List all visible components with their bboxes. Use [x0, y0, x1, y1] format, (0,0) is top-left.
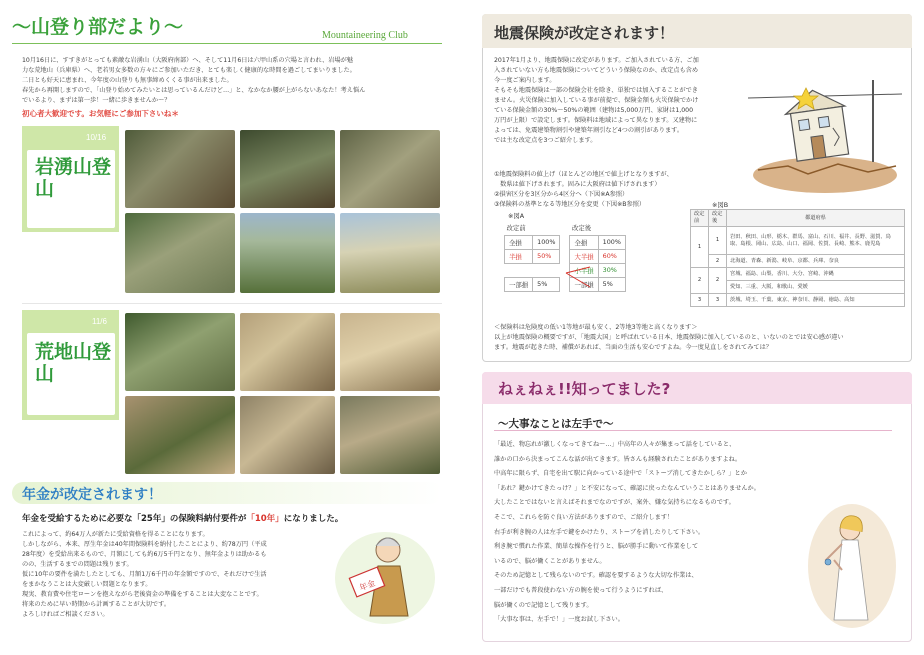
fig-a-spacer [560, 249, 570, 263]
title-underline [12, 43, 442, 44]
tip-body [494, 438, 760, 628]
quake-line: そもそも地震保険は一部の保険会社を除き、単独では加入することができ [494, 87, 698, 94]
pension-line: よろしければご相談ください。 [22, 611, 109, 618]
fig-a-table [504, 221, 664, 316]
quake-point: ②損害区分を3区分から4区分へ（下図※A参照） [494, 191, 629, 198]
fig-a-cell-highlight: 50% [533, 249, 560, 263]
fig-a-arrow [564, 265, 594, 295]
pension-sign: 年金 [358, 578, 377, 593]
fig-a-cell: 5% [533, 277, 560, 291]
quake-line: ません。火災保険に加入している事が前提で、保険金額も火災保険でかけ [494, 97, 699, 104]
intro-line: 10月16日に、すすきがとっても素敵な岩湧山（大阪府南部）へ、そして11月6日は六甲山系の穴場と言われ、岩場が魅 [22, 57, 354, 64]
fig-a-cell-highlight: 小半損 [570, 263, 598, 277]
fig-b-after: 3 [709, 294, 727, 307]
quake-line: 万円が上限）で設定します。保険料は地域によって異なります。又建物に [494, 117, 698, 124]
pension-line: 28年度）を受給出来るもので、月額にしても約6万5千円となり、無年金よりは助かるも [22, 551, 267, 558]
fig-a-empty [505, 263, 533, 277]
invite-text: 初心者大歓迎です。お気軽にご参加下さいね＊ [22, 109, 179, 118]
quake-line: 今一度ご案内します。 [494, 77, 556, 84]
quake-body [494, 56, 699, 146]
pension-headline-highlight: 「10年」 [246, 514, 284, 524]
photo-group-forest-path [125, 313, 235, 391]
fig-b-before: 2 [691, 268, 709, 294]
photo-hikers-forest [240, 130, 335, 208]
photo-rock-group [240, 396, 335, 474]
tip-line: そのため記憶として残らないのです。確認を要するような大切な作業は、 [494, 572, 698, 580]
pension-headline [22, 512, 343, 524]
tip-line: 一部だけでも普段使わない方の腕を使って行うようにすれば、 [494, 586, 668, 594]
fig-b-header: 改定後 [709, 210, 727, 227]
woman-with-key-illustration [806, 500, 898, 630]
photo-sign-post [125, 130, 235, 208]
quake-line: 入されていない方も地震保険についてどういう保険なのか、改定点も含め [494, 67, 699, 74]
fig-b-prefectures: 北海道、青森、新潟、岐阜、京都、兵庫、奈良 [727, 255, 905, 268]
tip-title: ねぇねぇ!!知ってました? [498, 380, 671, 398]
pension-line: 将来のために早い時期から計画することが大切です。 [22, 601, 171, 608]
tip-line: 「最近、物忘れが激しくなってきてね〜…」中高年の人々が集まって話をしていると、 [494, 441, 736, 448]
fig-b-prefectures: 愛知、三重、大阪、和歌山、愛媛 [727, 281, 905, 294]
tip-line: 利き腕で慣れた作業、簡単な操作を行うと、脳が勝手に動いて作業をして [494, 543, 699, 551]
photo-mountain-view [240, 213, 335, 293]
fig-b-after: 2 [709, 268, 727, 294]
fig-a-cell: 全損 [570, 235, 598, 249]
tip-line: 「大事な事は、左手で！」一度お試し下さい。 [494, 616, 624, 624]
quake-closing-line: ます。地震が起きた時、補償があれば、当面の生活も安心ですよね。今一度見直しをされてみては？ [494, 344, 772, 351]
fig-a-cell: 一部損 [505, 277, 533, 291]
pension-line: 現実、教育費や住宅ローンを抱えながら老後資金の準備をすることは大変なことです。 [22, 591, 263, 598]
trip1-date: 10/16 [86, 133, 107, 142]
pension-line: これによって、約64万人が新たに受給資格を得ることになります。 [22, 531, 209, 538]
pension-title: 年金が改定されます！ [22, 487, 162, 503]
intro-line: でいるより、まずは第一歩！一緒に歩きませんか〜？ [22, 97, 171, 104]
tip-line: 脳が働くので記憶として残ります。 [494, 601, 593, 609]
fig-b-prefectures: 岩田、秋田、山形、栃木、群馬、富山、石川、福井、長野、滋賀、鳥取、島根、岡山、広島、山口、福岡、佐賀、長崎、熊本、鹿児島 [727, 227, 905, 255]
fig-a-cell: 100% [598, 235, 625, 249]
fig-a-cell-highlight: 大半損 [570, 249, 598, 263]
photo-rock-path [340, 396, 440, 474]
tip-line: 誰かの口から決まってこんな話が出てきます。皆さんも経験されたことがありますよね。 [494, 455, 742, 463]
fig-a-cell: 100% [533, 235, 560, 249]
club-subtitle: Mountaineering Club [322, 30, 408, 41]
quake-title: 地震保険が改定されます！ [494, 24, 675, 42]
intro-text [22, 56, 365, 106]
fig-a-cell-highlight: 60% [598, 249, 625, 263]
tip-line: 大したことではないと言えばそれまでなのですが、案外、嫌な気持ちになるものです。 [494, 499, 735, 507]
quake-line: 2017年1月より、地震保険に改定があります。ご加入されている方、ご加 [494, 57, 699, 64]
tip-line: いるので、脳が働くことがありません。 [494, 557, 606, 565]
quake-point: ③保険料の基準となる等地区分を変更（下図※B参照） [494, 201, 646, 208]
pension-headline-post: になりました。 [283, 514, 344, 524]
fig-a-after-header: 改定後 [571, 224, 592, 233]
tip-subtitle: 〜大事なことは左手で〜 [498, 418, 614, 430]
newsletter-title: 〜山登り部だより〜 [12, 16, 184, 38]
elderly-woman-illustration [330, 520, 440, 630]
fig-b-header: 都道府県 [727, 210, 905, 227]
fig-a-spacer [560, 235, 570, 249]
quake-points [494, 170, 673, 210]
intro-line: 力な荒地山（兵庫県）へ、老若男女多数の方々にご参加いただき、とても楽しく健康的な時間を過ごしてまいりました。 [22, 67, 356, 74]
pension-line: のの、生活するまでの問題は残ります。 [22, 561, 133, 568]
pension-headline-pre: 年金を受給するために必要な「25年」の保険料納付要件が [22, 514, 247, 524]
intro-line: 二日とも好天に恵まれ、今年度の山登りも無事締めくくる事が出来ました。 [22, 77, 233, 84]
fig-a-cell-highlight: 半損 [505, 249, 533, 263]
tip-line: 中高年に限らず、自宅を出て駅に向かっている途中で「ストーブ消してきたかしら？」とか [494, 470, 747, 478]
fig-a-cell: 5% [598, 277, 625, 291]
pension-line: しかしながら、本来、厚生年金は40年間保険料を納付したことにより、約78万円（平成 [22, 541, 267, 548]
earthquake-house-illustration [748, 70, 902, 195]
fig-a-cell-highlight: 30% [598, 263, 625, 277]
photo-rock-climb [340, 313, 440, 391]
fig-b-before: 3 [691, 294, 709, 307]
intro-line: 春先から再開しますので、「山登り始めてみたいとは思っているんだけど…」と、なかなか腰が上がらないあなた！考え悩ん [22, 87, 366, 94]
pension-body [22, 530, 267, 620]
quake-line: では主な改定点を3つご紹介します。 [494, 137, 597, 144]
quake-point: 数県は値下げされます。固みに大阪府は値下げされます） [494, 181, 661, 188]
fig-a-label: ※図A [508, 212, 525, 220]
fig-a-spacer [560, 221, 570, 235]
tip-line: そこで、これらを防ぐ良い方法がありますので、ご紹介します！ [494, 513, 674, 521]
fig-b-after: 2 [709, 255, 727, 268]
pension-line: 仮に10年の要件を満たしたとしても、月額1万6千円の年金額ですので、それだけで生活 [22, 571, 267, 578]
photo-susuki-field [340, 213, 440, 293]
trip2-date: 11/6 [92, 317, 107, 326]
fig-a-cell: 一部損 [570, 277, 598, 291]
fig-b-prefectures: 茨城、埼玉、千葉、東京、神奈川、静岡、徳島、高知 [727, 294, 905, 307]
quake-closing-line: 以上が地震保険の概要ですが、「地震大国」と呼ばれている日本、地震保険に加入しているのと、いないのとでは安心感が違い [494, 334, 844, 341]
region-class-table [690, 209, 905, 307]
trip1-name: 岩湧山登山 [35, 156, 112, 200]
photo-boulder-hikers [125, 396, 235, 474]
fig-b-label: ※図B [712, 201, 729, 209]
fig-b-before: 1 [691, 227, 709, 268]
quake-line: よっては、免震建築物割引や建築年割引など4つの割引があります。 [494, 127, 684, 134]
fig-a-before-header: 改定前 [506, 224, 526, 233]
quake-footnote-line: ＜保険料は危険度の低い1等地が最も安く、2等地3等地と高くなります＞ [494, 324, 698, 331]
tip-subtitle-underline [494, 430, 892, 431]
photo-resting-hiker [340, 130, 440, 208]
trip-divider [22, 303, 442, 304]
fig-a-cell: 全損 [505, 235, 533, 249]
quake-line: ている保険金額の30%〜50%の範囲（建物は5,000万円、家財は1,000 [494, 107, 694, 114]
trip2-name: 荒地山登山 [35, 341, 112, 385]
fig-a-empty [533, 263, 560, 277]
quake-point: ①地震保険料の値上げ（ほとんどの地区で値上げとなりますが、 [494, 171, 673, 178]
tip-line: 右手が利き腕の人は左手で鍵をかけたり、ストーブを消したりして下さい。 [494, 528, 705, 536]
pension-line: をまかなうことは大変厳しい問題となります。 [22, 581, 152, 588]
fig-b-header: 改定前 [691, 210, 709, 227]
tip-line: 「あれ？鍵かけてきたっけ？」と不安になって、確認に戻ったなんていうことはありませんか。 [494, 484, 760, 492]
photo-rocks [240, 313, 335, 391]
photo-group-summit [125, 213, 235, 293]
fig-b-prefectures: 宮城、福島、山梨、香川、大分、宮崎、沖縄 [727, 268, 905, 281]
fig-b-after: 1 [709, 227, 727, 255]
quake-footnote [494, 323, 844, 353]
